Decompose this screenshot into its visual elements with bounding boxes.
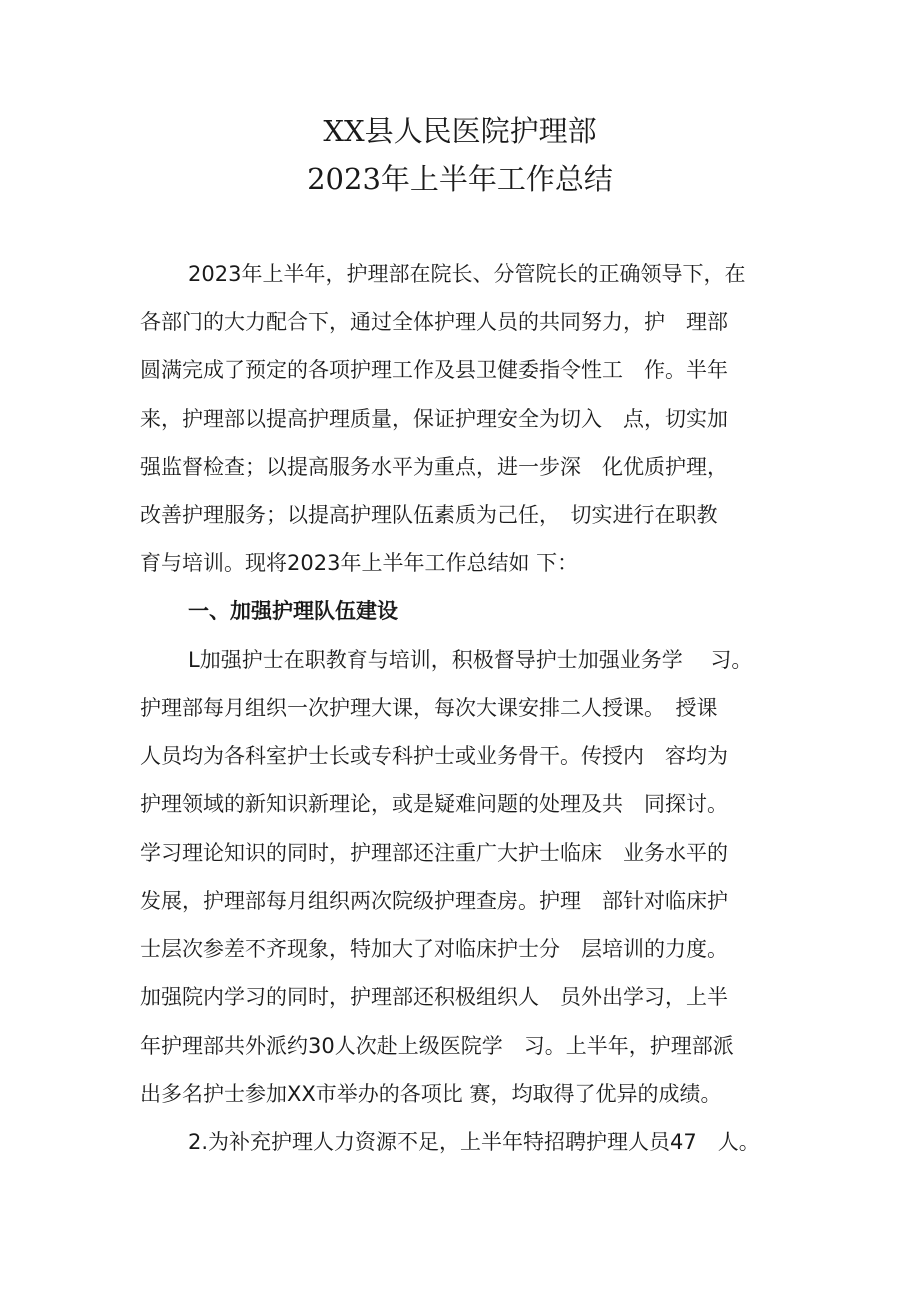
section-paragraph-line: 护理领域的新知识新理论，或是疑难问题的处理及共 同探讨。 <box>140 792 728 816</box>
document-title: XX县人民医院护理部 <box>323 114 597 148</box>
section-paragraph-line: 学习理论知识的同时，护理部还注重广大护士临床 业务水平的 <box>140 841 728 865</box>
intro-paragraph-line: 圆满完成了预定的各项护理工作及县卫健委指令性工 作。半年 <box>140 358 728 382</box>
section-paragraph-line: 护理部每月组织一次护理大课，每次大课安排二人授课。 授课 <box>140 696 718 720</box>
section-paragraph-line: 人员均为各科室护士长或专科护士或业务骨干。传授内 容均为 <box>140 744 728 768</box>
section-paragraph-line: 士层次参差不齐现象，特加大了对临床护士分 层培训的力度。 <box>140 937 728 961</box>
intro-paragraph-line: 2023年上半年，护理部在院长、分管院长的正确领导下，在 <box>188 262 746 286</box>
section-paragraph-line: 发展，护理部每月组织两次院级护理查房。护理 部针对临床护 <box>140 889 728 913</box>
intro-paragraph-line: 来，护理部以提高护理质量，保证护理安全为切入 点，切实加 <box>140 407 728 431</box>
section-paragraph-line: 2.为补充护理人力资源不足，上半年特招聘护理人员47 人。 <box>188 1130 760 1154</box>
intro-paragraph-line: 育与培训。现将2023年上半年工作总结如 下： <box>140 551 579 575</box>
intro-paragraph-line: 改善护理服务；以提高护理队伍素质为己任， 切实进行在职教 <box>140 503 718 527</box>
document-subtitle: 2023年上半年工作总结 <box>307 162 613 196</box>
intro-paragraph-line: 强监督检查；以提高服务水平为重点，进一步深 化优质护理， <box>140 455 728 479</box>
section-heading: 一、加强护理队伍建设 <box>188 599 398 623</box>
section-paragraph-line: 加强院内学习的同时，护理部还积极组织人 员外出学习，上半 <box>140 985 728 1009</box>
section-paragraph-line: 出多名护士参加XX市举办的各项比 赛，均取得了优异的成绩。 <box>140 1082 722 1106</box>
section-paragraph-line: L加强护士在职教育与培训，积极督导护士加强业务学 习。 <box>188 648 753 672</box>
intro-paragraph-line: 各部门的大力配合下，通过全体护理人员的共同努力，护 理部 <box>140 310 728 334</box>
section-paragraph-line: 年护理部共外派约30人次赴上级医院学 习。上半年，护理部派 <box>140 1034 734 1058</box>
